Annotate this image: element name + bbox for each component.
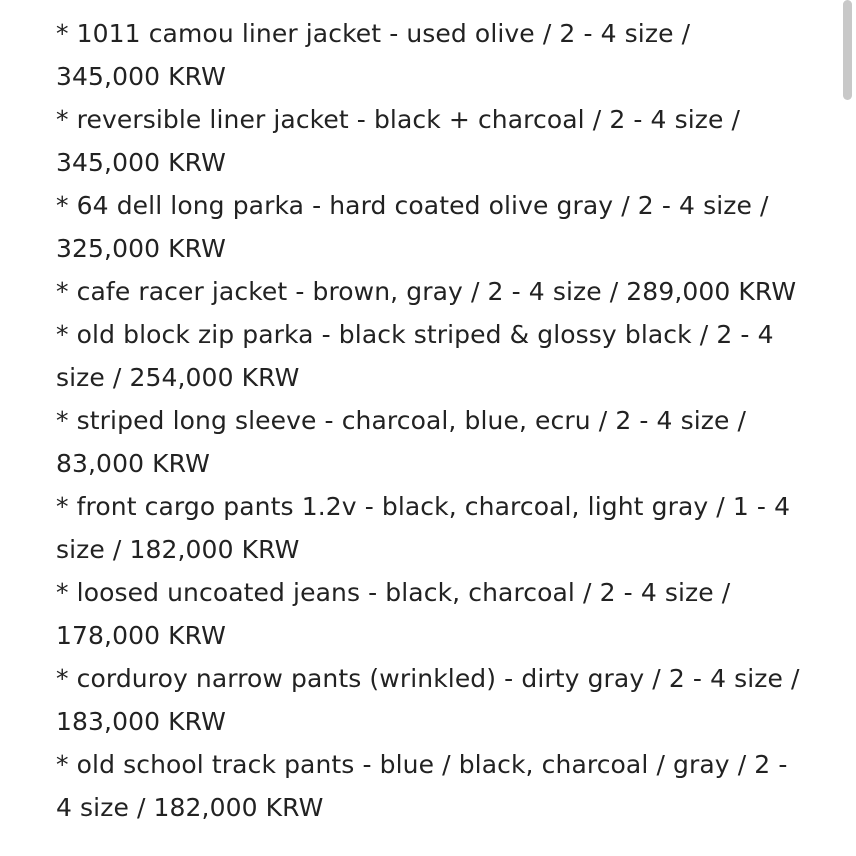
list-item: * old school track pants - blue / black, charcoal / gray / 2 - 4 size / 182,000 KRW — [56, 750, 788, 822]
list-item: * front cargo pants 1.2v - black, charcoal, light gray / 1 - 4 size / 182,000 KRW — [56, 492, 791, 564]
list-item: * striped long sleeve - charcoal, blue, ecru / 2 - 4 size / 83,000 KRW — [56, 406, 747, 478]
product-list — [56, 12, 801, 829]
list-item: * 1011 camou liner jacket - used olive / 2 - 4 size / 345,000 KRW — [56, 19, 691, 91]
scrollbar-thumb[interactable] — [843, 0, 852, 100]
list-item: * reversible liner jacket - black + charcoal / 2 - 4 size / 345,000 KRW — [56, 105, 741, 177]
list-item: * old block zip parka - black striped & glossy black / 2 - 4 size / 254,000 KRW — [56, 320, 774, 392]
list-item: * cafe racer jacket - brown, gray / 2 - 4 size / 289,000 KRW — [56, 277, 797, 306]
list-item: * corduroy narrow pants (wrinkled) - dirty gray / 2 - 4 size / 183,000 KRW — [56, 664, 800, 736]
list-item: * 64 dell long parka - hard coated olive gray / 2 - 4 size / 325,000 KRW — [56, 191, 769, 263]
list-item: * loosed uncoated jeans - black, charcoal / 2 - 4 size / 178,000 KRW — [56, 578, 731, 650]
